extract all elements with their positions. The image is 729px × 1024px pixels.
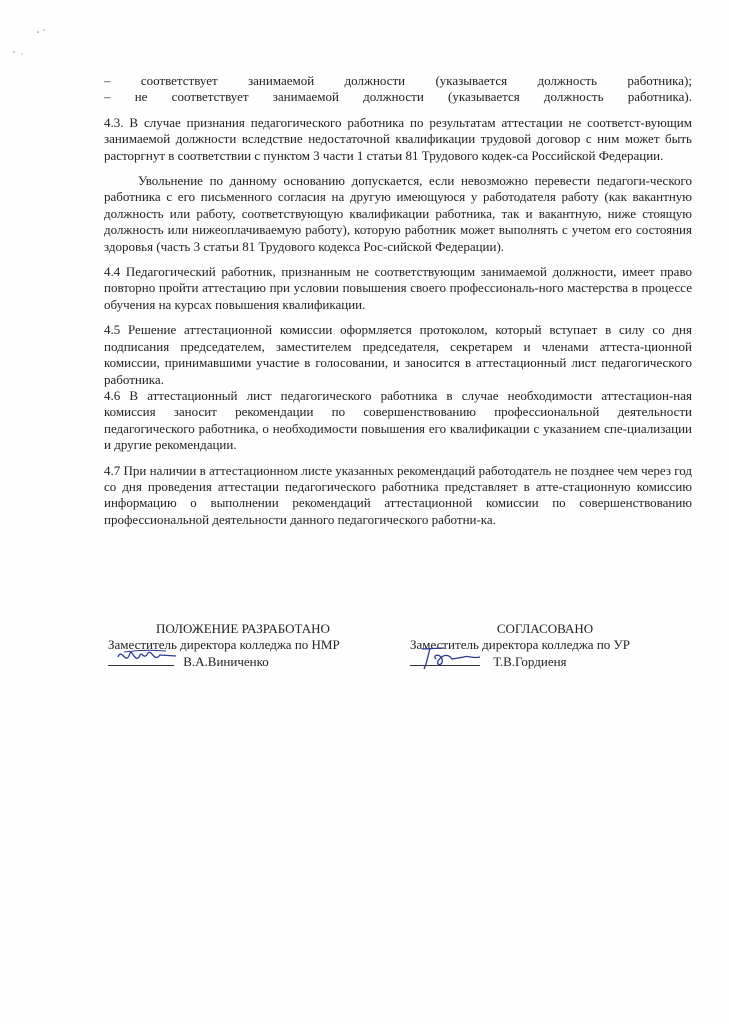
list-item: – не соответствует занимаемой должности (указывается должность работника). [104,89,692,105]
paragraph-4-4: 4.4 Педагогический работник, признанным не соответствующим занимаемой должности, имеет право повторно пройти аттестацию при условии повышения своего профессиональ-ного мастерства в процессе обучения на курсах повышения квалификации. [104,264,692,312]
document-body [104,73,692,528]
signature-position: Заместитель директора колледжа по НМР [108,637,340,652]
signature-name-row [108,653,378,671]
signature-name: Т.В.Гордиеня [493,654,567,669]
paragraph-4-7: 4.7 При наличии в аттестационном листе указанных рекомендаций работодатель не позднее чем через год со дня проведения аттестации педагогического работника представляет в атте-стационную комиссию информацию о выполнении рекомендаций аттестационной комиссии по совершенствованию профессиональной деятельности данного педагогического работни-ка. [104,462,692,527]
signature-position: Заместитель директора колледжа по УР [410,637,630,652]
signature-heading: ПОЛОЖЕНИЕ РАЗРАБОТАНО [156,621,330,636]
signature-block-approved [410,621,680,671]
scan-specks [8,28,48,58]
paragraph-4-5: 4.5 Решение аттестационной комиссии оформляется протоколом, который вступает в силу со дня подписания председателем, заместителем председателя, секретарем и членами аттеста-ционной комиссии, принимавшими участие в голосовании, и заносится в аттестационный лист педагогического работника. [104,322,692,387]
signature-name-row [410,653,680,671]
signature-name: В.А.Виниченко [183,654,269,669]
list-item: – соответствует занимаемой должности (указывается должность работника); [104,73,692,88]
signature-block-developed [108,621,378,671]
paragraph-4-3: 4.3. В случае признания педагогического работника по результатам аттестации не соответст-вующим занимаемой должности вследствие недостаточной квалификации трудовой договор с ним может быть расторгнут в соответствии с пунктом 3 части 1 статьи 81 Трудового кодек-са Российской Федерации. [104,114,692,163]
paragraph-4-3-dismissal: Увольнение по данному основанию допускается, если невозможно перевести педагоги-ческого работника с его письменного согласия на другую имеющуюся у работодателя работу (как вакантную должность или работу, соответствующую квалификации работника, так и вакантную, ниже стоящую должность или нижеоплачиваемую работу), которую работник может выполнять с учетом его состояния здоровья (часть 3 статьи 81 Трудового кодекса Рос-сийской Федерации). [104,173,692,254]
paragraph-4-6: 4.6 В аттестационный лист педагогического работника в случае необходимости аттестацион-ная комиссия заносит рекомендации по совершенствованию профессиональной деятельности педагогического работника, о необходимости повышения его квалификации с указанием спе-циализации и другие рекомендации. [104,387,692,453]
signature-heading: СОГЛАСОВАНО [496,621,594,636]
handwritten-signature [114,643,184,671]
handwritten-signature [414,643,486,673]
